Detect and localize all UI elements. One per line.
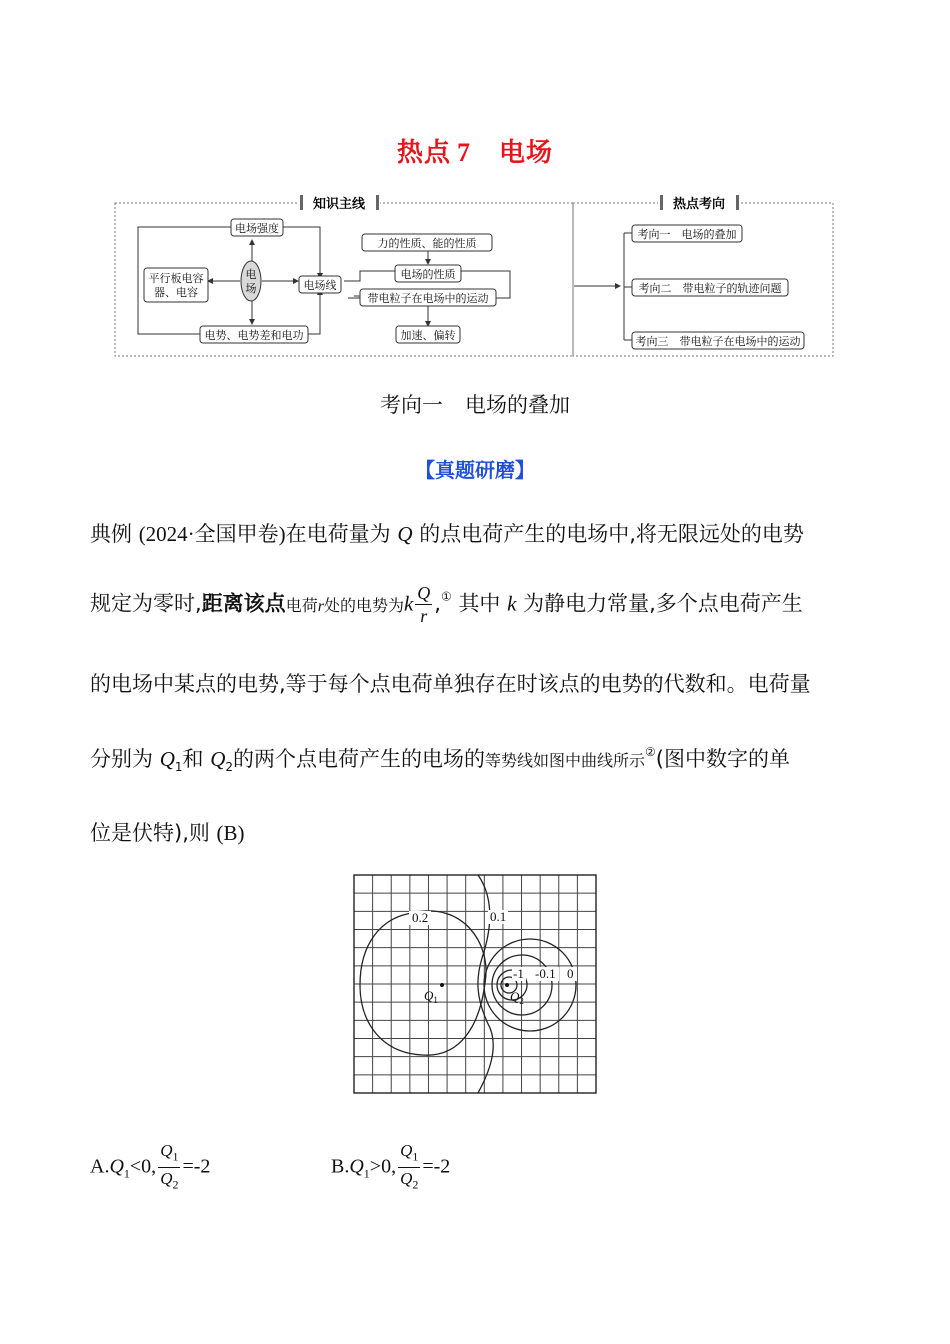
figure-grid xyxy=(354,875,596,1093)
direction-3: 考向三 带电粒子在电场中的运动 xyxy=(635,335,801,348)
knowledge-map xyxy=(112,188,838,360)
problem-line-5: 位是伏特),则 (B) xyxy=(90,821,245,845)
note-mark-2: ② xyxy=(645,745,656,759)
left-header: 知识主线 xyxy=(312,197,366,212)
label-field-strength: 电场强度 xyxy=(235,222,279,235)
title-prefix: 热点 xyxy=(396,138,451,168)
label-zero: 0 xyxy=(567,966,574,981)
annotation-equipotential: 等势线如图中曲线所示 xyxy=(485,751,646,770)
bracket-title: 【真题研磨】 xyxy=(415,458,535,482)
label-0.1: 0.1 xyxy=(490,909,507,924)
node-field-center xyxy=(241,261,261,301)
equipotential-figure xyxy=(352,873,598,1095)
label-0.2: 0.2 xyxy=(412,910,429,925)
highlight-text: 距离该点 xyxy=(201,591,286,616)
label-accel-deflect: 加速、偏转 xyxy=(400,329,456,342)
label-q1: $Q_1$ xyxy=(424,988,438,1005)
label-field-line: 电场线 xyxy=(303,279,337,292)
problem-line-3: 的电场中某点的电势,等于每个点电荷单独存在时该点的电势的代数和。电荷量 xyxy=(90,672,811,696)
section-label: 考向一 xyxy=(380,393,443,417)
problem-line-1: 典例 (2024·全国甲卷)在电荷量为 Q 的点电荷产生的电场中,将无限远处的电势 xyxy=(90,522,804,546)
charge-q2-dot xyxy=(505,983,509,987)
contour-0 xyxy=(484,939,576,1031)
title-number: 7 xyxy=(457,138,471,167)
option-a[interactable]: $A.Q_1<0$, $\frac{Q_1}{Q_2}$ =-2 xyxy=(90,1141,211,1192)
section-topic: 电场的叠加 xyxy=(465,393,570,417)
problem-line-2: 规定为零时,距离该点电荷r处的电势为k $\frac{Q}{r}$ ,① 其中 k 为静电力常量,多个点电荷产生 xyxy=(90,583,803,626)
direction-2: 考向二 带电粒子的轨迹问题 xyxy=(638,282,782,295)
section-heading xyxy=(0,389,950,419)
label-field-props: 电场的性质 xyxy=(400,268,456,281)
label-capacitor-2: 器、电容 xyxy=(154,286,198,299)
label-minus-1: -1 xyxy=(513,966,524,981)
label-force-energy: 力的性质、能的性质 xyxy=(377,237,477,250)
annotation-text: 电荷r处的电势为 xyxy=(285,595,404,615)
option-b[interactable]: $B.Q_1>0$, $\frac{Q_1}{Q_2}$ =-2 xyxy=(331,1141,451,1192)
potential-fraction: $\frac{Q}{r}$ xyxy=(417,583,431,626)
answer: (B) xyxy=(216,821,245,845)
label-potential: 电势、电势差和电功 xyxy=(204,329,304,342)
label-particle-motion: 带电粒子在电场中的运动 xyxy=(367,292,489,305)
page-title xyxy=(0,132,950,169)
exam-source: (2024·全国甲卷) xyxy=(138,522,286,546)
right-header: 热点考向 xyxy=(672,197,726,212)
contour-0.2 xyxy=(360,911,486,1055)
label-q2: $Q_2$ xyxy=(510,989,524,1006)
direction-1: 考向一 电场的叠加 xyxy=(637,228,737,241)
charge-q1-dot xyxy=(440,983,444,987)
label-center-2: 场 xyxy=(245,282,257,295)
label-minus-0.1: -0.1 xyxy=(535,966,556,981)
note-mark-1: ① xyxy=(440,589,452,604)
label-capacitor-1: 平行板电容 xyxy=(148,272,204,285)
label-center-1: 电 xyxy=(245,268,257,281)
problem-line-4: 分别为 $Q_1$和 $Q_2$的两个点电荷产生的电场的等势线如图中曲线所示②(图中数字的单 xyxy=(90,745,790,775)
title-topic: 电场 xyxy=(499,138,554,168)
